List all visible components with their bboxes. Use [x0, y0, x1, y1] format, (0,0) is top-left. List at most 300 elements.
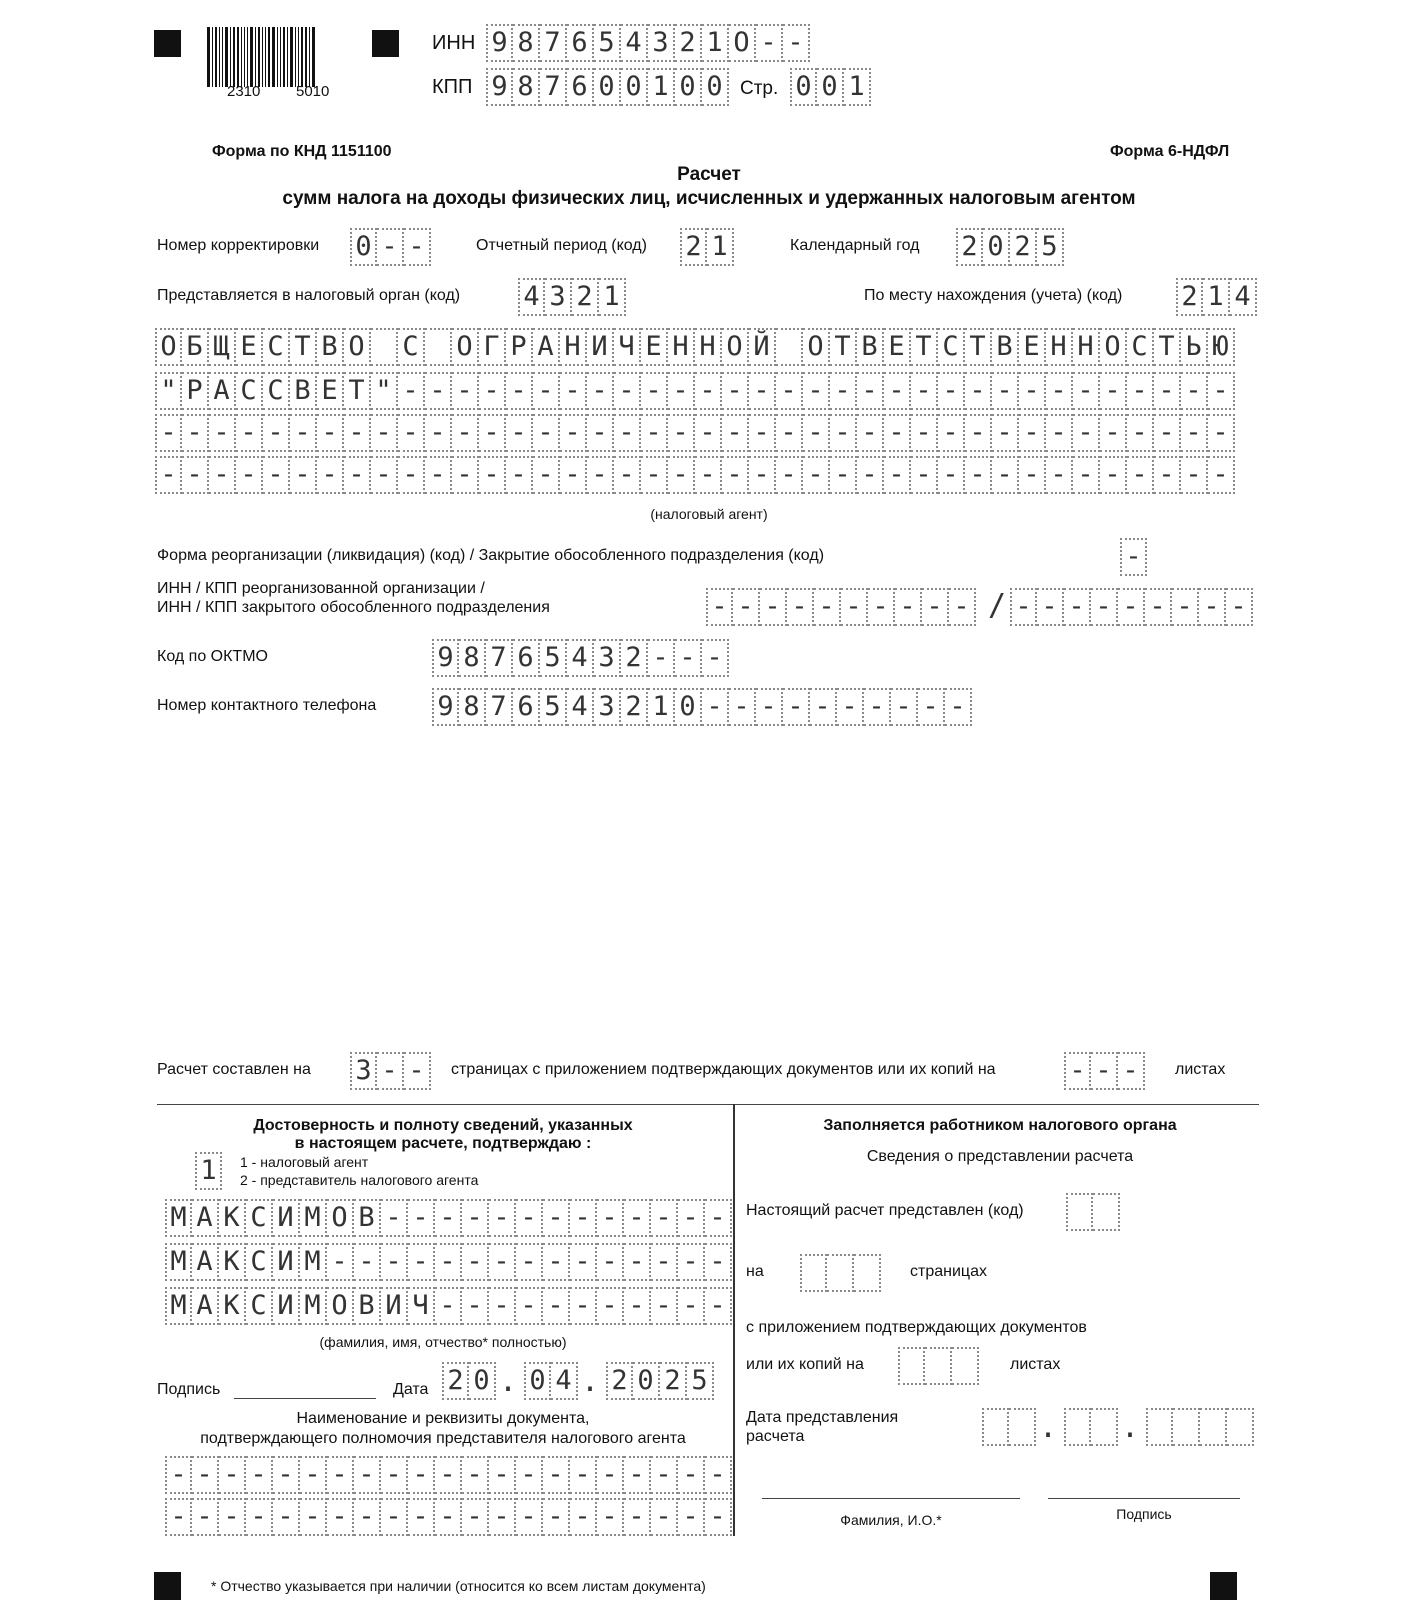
barcode-bar [233, 27, 235, 87]
barcode-bar [280, 27, 281, 87]
pages-field[interactable] [350, 1052, 431, 1090]
barcode-bar [237, 27, 239, 87]
footnote: * Отчество указывается при наличии (относится ко всем листам документа) [211, 1578, 706, 1594]
char-cell: - [435, 1243, 462, 1281]
char-cell: - [614, 414, 641, 452]
barcode-bar [287, 27, 288, 87]
submit-date-label-2: расчета [746, 1428, 805, 1445]
char-cell: - [733, 588, 760, 626]
char-cell: Н [560, 328, 587, 366]
char-cell: - [1073, 414, 1100, 452]
char-cell: - [587, 414, 614, 452]
char-cell: - [1120, 538, 1147, 576]
char-cell: М [165, 1243, 192, 1281]
char-cell: - [857, 414, 884, 452]
char-cell: Ч [614, 328, 641, 366]
char-cell: O [729, 24, 756, 62]
char-cell: О [327, 1287, 354, 1325]
char-cell: 8 [459, 639, 486, 677]
page-field[interactable] [790, 68, 871, 106]
char-cell: - [597, 1199, 624, 1237]
char-cell: - [678, 1243, 705, 1281]
kpp-label: КПП [432, 76, 473, 98]
char-cell: Щ [209, 328, 236, 366]
char-cell: - [354, 1498, 381, 1536]
char-cell: - [776, 456, 803, 494]
page-label: Стр. [740, 78, 779, 99]
char-cell: 7 [540, 68, 567, 106]
char-cell: - [895, 588, 922, 626]
char-cell: 5 [594, 24, 621, 62]
char-cell: Т [1154, 328, 1181, 366]
char-cell: В [992, 328, 1019, 366]
char-cell: - [344, 414, 371, 452]
char-cell: - [1181, 414, 1208, 452]
char-cell: Г [479, 328, 506, 366]
char-cell: 5 [687, 1362, 714, 1400]
char-cell: - [560, 456, 587, 494]
char-cell: М [300, 1199, 327, 1237]
char-cell: 2 [606, 1362, 633, 1400]
patronymic-field[interactable] [165, 1287, 732, 1325]
section-divider [157, 1104, 1259, 1105]
char-cell: - [891, 688, 918, 726]
char-cell [1093, 1193, 1120, 1231]
char-cell: - [479, 372, 506, 410]
signer-code-field[interactable] [195, 1152, 222, 1190]
phone-field[interactable] [432, 688, 972, 726]
char-cell: " [155, 372, 182, 410]
char-cell: - [706, 588, 733, 626]
char-cell: А [192, 1199, 219, 1237]
char-cell: - [675, 639, 702, 677]
char-cell: 1 [195, 1152, 222, 1190]
officer-fio-label: Фамилия, И.О.* [840, 1512, 942, 1528]
char-cell: - [705, 1287, 732, 1325]
char-cell: 4 [1230, 278, 1257, 316]
char-cell [952, 1347, 979, 1385]
tax-authority-field[interactable] [518, 278, 626, 316]
char-cell: 0 [633, 1362, 660, 1400]
char-cell: - [830, 372, 857, 410]
char-cell: - [1172, 588, 1199, 626]
char-cell: - [884, 372, 911, 410]
barcode-bar [225, 27, 228, 87]
char-cell: 4 [567, 688, 594, 726]
char-cell: - [192, 1498, 219, 1536]
char-cell: О [344, 328, 371, 366]
reorg-inn-label-1: ИНН / КПП реорганизованной организации / [157, 580, 485, 597]
officer-fio-line[interactable] [762, 1498, 1020, 1499]
char-cell: - [408, 1199, 435, 1237]
char-cell: 8 [459, 688, 486, 726]
char-cell: - [327, 1456, 354, 1494]
char-cell: 1 [599, 278, 626, 316]
char-cell: С [246, 1199, 273, 1237]
char-cell: Е [236, 328, 263, 366]
char-cell: - [570, 1243, 597, 1281]
char-cell: 3 [350, 1052, 377, 1090]
reorg-kpp-field[interactable] [1010, 588, 1253, 626]
name-caption: (фамилия, имя, отчество* полностью) [319, 1334, 567, 1350]
char-cell: В [354, 1287, 381, 1325]
char-cell [371, 328, 398, 366]
char-cell: 7 [540, 24, 567, 62]
char-cell: - [273, 1456, 300, 1494]
char-cell: - [705, 1243, 732, 1281]
date-month-field[interactable] [524, 1362, 578, 1400]
signature-line[interactable] [234, 1398, 376, 1399]
char-cell: - [1208, 372, 1235, 410]
char-cell: - [489, 1498, 516, 1536]
char-cell: - [722, 414, 749, 452]
char-cell: С [246, 1287, 273, 1325]
barcode-bar [312, 27, 315, 87]
submitted-code-field[interactable] [1066, 1193, 1120, 1231]
char-cell: - [192, 1456, 219, 1494]
char-cell: - [884, 414, 911, 452]
char-cell [898, 1347, 925, 1385]
char-cell: 6 [513, 639, 540, 677]
char-cell: - [695, 414, 722, 452]
char-cell [827, 1254, 854, 1292]
char-cell: - [516, 1498, 543, 1536]
barcode-bar [283, 27, 285, 87]
char-cell: С [1127, 328, 1154, 366]
char-cell: - [273, 1498, 300, 1536]
char-cell: - [1019, 456, 1046, 494]
char-cell: И [273, 1199, 300, 1237]
char-cell: 2 [572, 278, 599, 316]
date-year-field[interactable] [606, 1362, 714, 1400]
char-cell: - [749, 414, 776, 452]
char-cell: - [506, 414, 533, 452]
char-cell: - [729, 688, 756, 726]
sheets-label: листах [1175, 1061, 1226, 1078]
char-cell: - [1226, 588, 1253, 626]
char-cell: - [651, 1498, 678, 1536]
reorg-inn-field[interactable] [706, 588, 976, 626]
barcode-bar [212, 27, 213, 87]
char-cell: - [381, 1243, 408, 1281]
char-cell: - [756, 24, 783, 62]
char-cell: - [651, 1287, 678, 1325]
char-cell: - [543, 1498, 570, 1536]
char-cell: - [1208, 414, 1235, 452]
agent-name-row-3[interactable] [155, 414, 1235, 452]
char-cell: М [300, 1243, 327, 1281]
char-cell: - [533, 414, 560, 452]
barcode-bar [222, 27, 223, 87]
registration-marker-top-right [372, 30, 399, 57]
char-cell: Т [344, 372, 371, 410]
form-name: Форма 6-НДФЛ [1110, 143, 1230, 160]
char-cell: 0 [817, 68, 844, 106]
char-cell: - [462, 1287, 489, 1325]
char-cell: С [938, 328, 965, 366]
char-cell: О [722, 328, 749, 366]
char-cell: - [165, 1498, 192, 1536]
attached-field[interactable] [1064, 1052, 1145, 1090]
char-cell: Б [182, 328, 209, 366]
char-cell: О [327, 1199, 354, 1237]
char-cell: - [290, 456, 317, 494]
char-cell: - [516, 1199, 543, 1237]
period-field[interactable] [680, 228, 734, 266]
inn-field[interactable] [486, 24, 810, 62]
char-cell: - [543, 1456, 570, 1494]
char-cell: О [452, 328, 479, 366]
char-cell: В [290, 372, 317, 410]
char-cell: - [489, 1456, 516, 1494]
char-cell [800, 1254, 827, 1292]
char-cell: - [922, 588, 949, 626]
char-cell: В [317, 328, 344, 366]
char-cell: - [695, 372, 722, 410]
submit-date-year-field[interactable] [1146, 1408, 1254, 1446]
char-cell: - [1091, 1052, 1118, 1090]
char-cell: 2 [621, 688, 648, 726]
char-cell: - [1118, 1052, 1145, 1090]
char-cell: - [597, 1456, 624, 1494]
char-cell: И [381, 1287, 408, 1325]
officer-sheets-field[interactable] [898, 1347, 979, 1385]
char-cell: - [722, 372, 749, 410]
date-day-field[interactable] [442, 1362, 496, 1400]
char-cell: 9 [432, 639, 459, 677]
char-cell [776, 328, 803, 366]
char-cell: 1 [648, 688, 675, 726]
char-cell: - [651, 1456, 678, 1494]
char-cell: Е [1019, 328, 1046, 366]
agent-name-row-1[interactable] [155, 328, 1235, 366]
date-dot-2: . [581, 1364, 600, 1399]
char-cell: - [1154, 456, 1181, 494]
signer-option-1: 1 - налоговый агент [240, 1154, 369, 1170]
char-cell [854, 1254, 881, 1292]
char-cell: - [841, 588, 868, 626]
surname-field[interactable] [165, 1199, 732, 1237]
char-cell: - [452, 456, 479, 494]
location-field[interactable] [1176, 278, 1257, 316]
officer-pages-label: страницах [910, 1263, 987, 1280]
char-cell: - [398, 414, 425, 452]
char-cell: - [911, 372, 938, 410]
char-cell: - [570, 1287, 597, 1325]
char-cell: - [857, 372, 884, 410]
char-cell: 6 [513, 688, 540, 726]
char-cell: - [1091, 588, 1118, 626]
char-cell: - [479, 414, 506, 452]
doc-row-2[interactable] [165, 1498, 732, 1536]
char-cell: 0 [594, 68, 621, 106]
char-cell: - [1127, 372, 1154, 410]
barcode-bar [295, 27, 296, 87]
char-cell: 5 [1037, 228, 1064, 266]
char-cell: - [381, 1498, 408, 1536]
char-cell: - [462, 1199, 489, 1237]
char-cell: К [219, 1243, 246, 1281]
char-cell: - [651, 1199, 678, 1237]
doc-label-1: Наименование и реквизиты документа, [296, 1410, 590, 1427]
char-cell: Ю [1208, 328, 1235, 366]
char-cell: - [992, 456, 1019, 494]
doc-row-1[interactable] [165, 1456, 732, 1494]
char-cell: - [965, 372, 992, 410]
char-cell: - [965, 456, 992, 494]
barcode-bar [241, 27, 242, 87]
char-cell: - [408, 1243, 435, 1281]
char-cell: - [695, 456, 722, 494]
char-cell: - [404, 1052, 431, 1090]
char-cell: 1 [1203, 278, 1230, 316]
char-cell: 0 [983, 228, 1010, 266]
char-cell: - [587, 456, 614, 494]
char-cell: Н [695, 328, 722, 366]
char-cell: - [377, 1052, 404, 1090]
barcode-bar [215, 27, 217, 87]
submit-date-label-1: Дата представления [746, 1409, 899, 1426]
char-cell: - [783, 688, 810, 726]
char-cell: - [705, 1199, 732, 1237]
char-cell: - [300, 1498, 327, 1536]
char-cell: - [408, 1498, 435, 1536]
char-cell: - [1037, 588, 1064, 626]
char-cell: 5 [540, 688, 567, 726]
char-cell: А [533, 328, 560, 366]
char-cell: - [408, 1456, 435, 1494]
officer-pages-field[interactable] [800, 1254, 881, 1292]
year-field[interactable] [956, 228, 1064, 266]
char-cell: - [479, 456, 506, 494]
char-cell: - [911, 456, 938, 494]
char-cell: - [776, 372, 803, 410]
char-cell: 4 [551, 1362, 578, 1400]
char-cell [425, 328, 452, 366]
char-cell: - [435, 1287, 462, 1325]
char-cell: - [317, 456, 344, 494]
char-cell: - [263, 414, 290, 452]
char-cell: - [749, 372, 776, 410]
char-cell: - [624, 1199, 651, 1237]
char-cell [1173, 1408, 1200, 1446]
barcode-bar [244, 27, 245, 87]
char-cell: - [1154, 414, 1181, 452]
barcode-bar [272, 27, 275, 87]
submit-date-day-field[interactable] [982, 1408, 1036, 1446]
knd-code: Форма по КНД 1151100 [212, 143, 392, 160]
char-cell: Н [668, 328, 695, 366]
char-cell: - [246, 1456, 273, 1494]
char-cell [982, 1408, 1009, 1446]
char-cell: - [814, 588, 841, 626]
char-cell: - [938, 456, 965, 494]
char-cell: 3 [594, 639, 621, 677]
copies-label: или их копий на [746, 1356, 864, 1373]
char-cell: - [678, 1199, 705, 1237]
char-cell: 5 [540, 639, 567, 677]
barcode-bar [207, 27, 210, 87]
agent-name-row-2[interactable] [155, 372, 1235, 410]
char-cell: - [749, 456, 776, 494]
char-cell: 8 [513, 24, 540, 62]
char-cell: 9 [432, 688, 459, 726]
char-cell: - [783, 24, 810, 62]
char-cell: - [516, 1287, 543, 1325]
first-name-field[interactable] [165, 1243, 732, 1281]
char-cell: - [668, 414, 695, 452]
location-label: По месту нахождения (учета) (код) [864, 287, 1123, 304]
reorg-label: Форма реорганизации (ликвидация) (код) / Закрытие обособленного подразделения (код) [157, 547, 825, 564]
char-cell: - [435, 1456, 462, 1494]
char-cell: - [1046, 372, 1073, 410]
registration-marker-top-left [154, 30, 181, 57]
pages-with-label: страницах с приложением подтверждающих документов или их копий на [451, 1061, 996, 1078]
char-cell: Т [830, 328, 857, 366]
char-cell: - [165, 1456, 192, 1494]
submit-date-month-field[interactable] [1064, 1408, 1118, 1446]
char-cell: - [327, 1498, 354, 1536]
barcode-bar [309, 27, 310, 87]
char-cell: - [803, 414, 830, 452]
char-cell: - [155, 414, 182, 452]
char-cell: 9 [486, 24, 513, 62]
char-cell: - [705, 1498, 732, 1536]
char-cell: Т [965, 328, 992, 366]
char-cell: - [398, 372, 425, 410]
char-cell: - [1127, 456, 1154, 494]
char-cell: А [192, 1287, 219, 1325]
on-label: на [746, 1263, 764, 1280]
char-cell: - [462, 1498, 489, 1536]
char-cell: - [543, 1287, 570, 1325]
tax-officer-title: Заполняется работником налогового органа [823, 1117, 1177, 1134]
char-cell [1227, 1408, 1254, 1446]
char-cell: 2 [1010, 228, 1037, 266]
char-cell: - [300, 1456, 327, 1494]
char-cell: - [911, 414, 938, 452]
char-cell: - [236, 414, 263, 452]
inn-label: ИНН [432, 32, 476, 54]
kpp-field[interactable] [486, 68, 729, 106]
correction-field[interactable] [350, 228, 431, 266]
char-cell: - [1118, 588, 1145, 626]
char-cell: - [182, 414, 209, 452]
char-cell: Ч [408, 1287, 435, 1325]
char-cell: - [1073, 456, 1100, 494]
oktmo-field[interactable] [432, 639, 729, 677]
char-cell: 1 [707, 228, 734, 266]
char-cell: - [543, 1199, 570, 1237]
char-cell: 1 [702, 24, 729, 62]
char-cell: Е [641, 328, 668, 366]
char-cell: - [246, 1498, 273, 1536]
char-cell: - [702, 639, 729, 677]
agent-name-row-4[interactable] [155, 456, 1235, 494]
date-label: Дата [393, 1381, 429, 1398]
char-cell: - [317, 414, 344, 452]
char-cell: Е [317, 372, 344, 410]
char-cell: - [435, 1498, 462, 1536]
char-cell: Й [749, 328, 776, 366]
char-cell: - [868, 588, 895, 626]
char-cell: - [614, 372, 641, 410]
doc-label-2: подтверждающего полномочия представителя налогового агента [200, 1430, 686, 1447]
barcode-bar [262, 27, 263, 87]
char-cell: - [668, 372, 695, 410]
officer-sign-line[interactable] [1048, 1498, 1240, 1499]
reorg-field[interactable] [1120, 538, 1147, 576]
